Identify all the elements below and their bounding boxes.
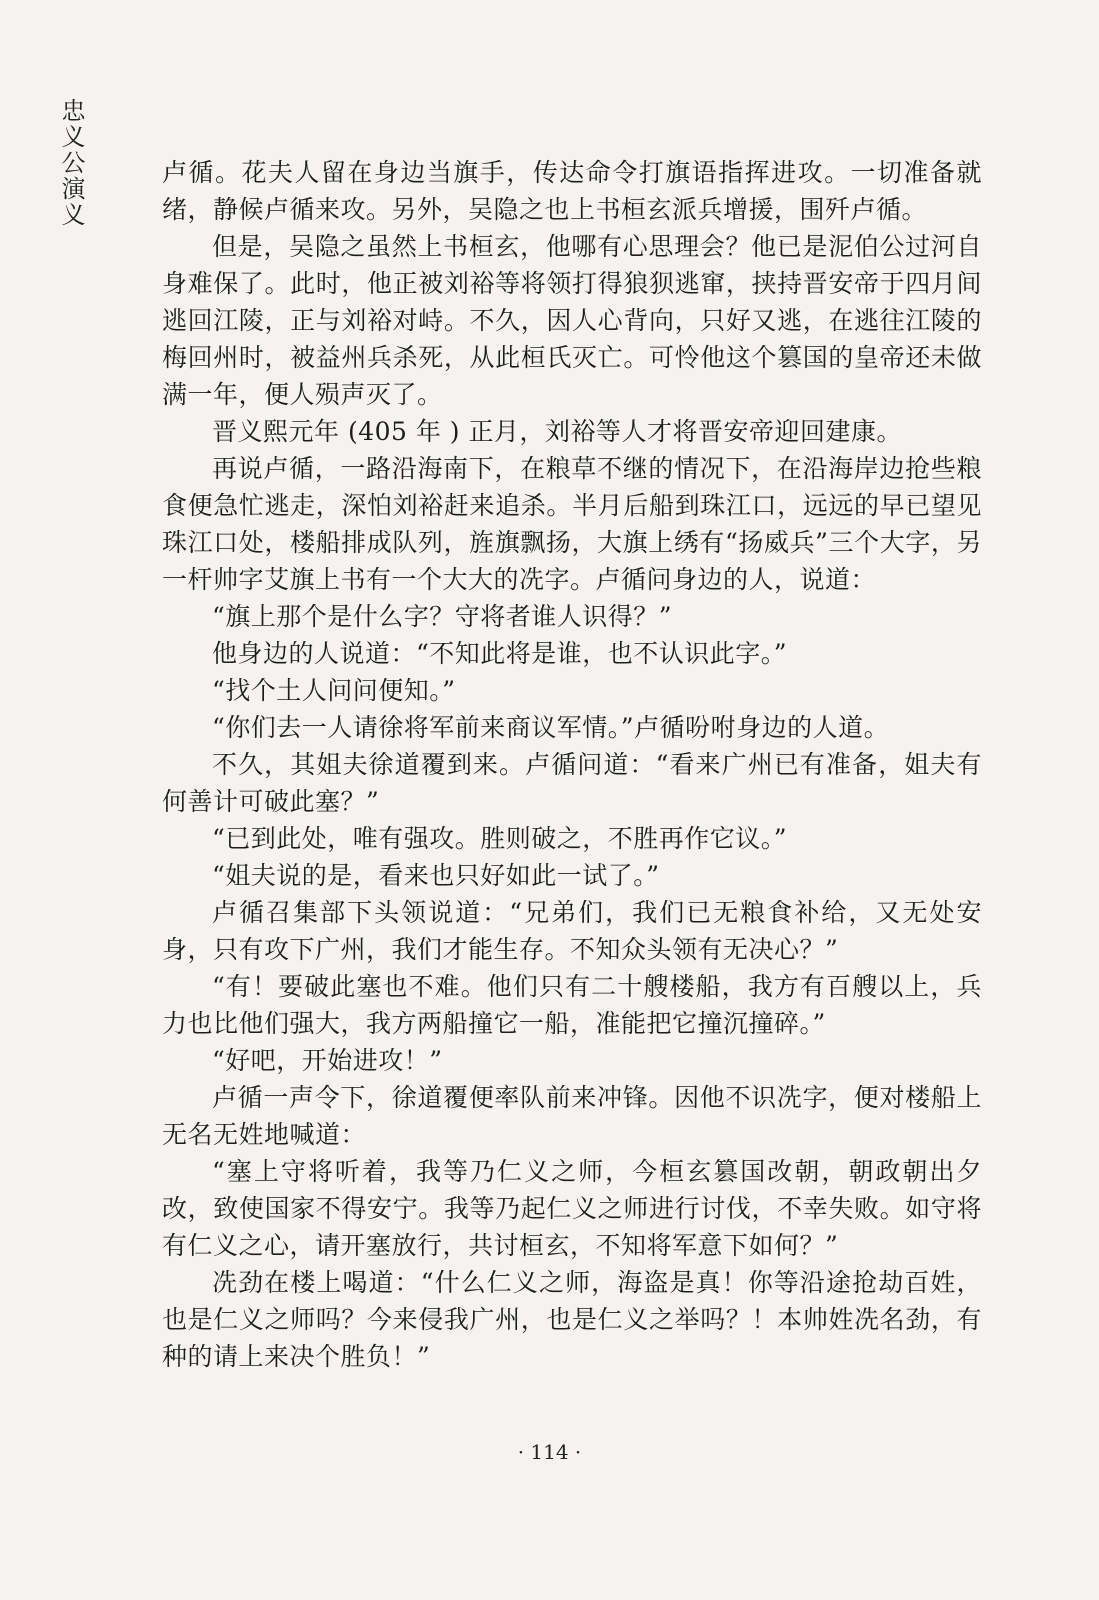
paragraph: 不久，其姐夫徐道覆到来。卢循问道：“看来广州已有准备，姐夫有何善计可破此塞？” — [162, 750, 982, 816]
dialogue-line: “已到此处，唯有强攻。胜则破之，不胜再作它议。” — [212, 824, 788, 853]
paragraph: 卢循一声令下，徐道覆便率队前来冲锋。因他不识冼字，便对楼船上无名无姓地喊道： — [162, 1083, 982, 1149]
paragraph: 但是，吴隐之虽然上书桓玄，他哪有心思理会？他已是泥伯公过河自身难保了。此时，他正被刘裕等将领打得狼狈逃窜，挟持晋安帝于四月间逃回江陵，正与刘裕对峙。不久，因人心背向，只好又逃，在逃往江陵的梅回州时，被益州兵杀死，从此桓氏灭亡。可怜他这个篡国的皇帝还未做满一年，便人殒声灭了。 — [162, 232, 982, 409]
paragraph: 再说卢循，一路沿海南下，在粮草不继的情况下，在沿海岸边抢些粮食便急忙逃走，深怕刘裕赶来追杀。半月后船到珠江口，远远的早已望见珠江口处，楼船排成队列，旌旗飘扬，大旗上绣有“扬威兵”三个大字，另一杆帅字艾旗上书有一个大大的冼字。卢循问身边的人，说道： — [162, 454, 982, 594]
dialogue-line: “姐夫说的是，看来也只好如此一试了。” — [212, 861, 660, 890]
dialogue-line: “有！要破此塞也不难。他们只有二十艘楼船，我方有百艘以上，兵力也比他们强大，我方两船撞它一船，准能把它撞沉撞碎。” — [162, 972, 982, 1038]
paragraph: 冼劲在楼上喝道：“什么仁义之师，海盗是真！你等沿途抢劫百姓，也是仁义之师吗？今来侵我广州，也是仁义之举吗？！本帅姓冼名劲，有种的请上来决个胜负！” — [162, 1268, 982, 1371]
body-text — [162, 154, 982, 1375]
paragraph: 卢循召集部下头领说道：“兄弟们，我们已无粮食补给，又无处安身，只有攻下广州，我们才能生存。不知众头领有无决心？” — [162, 898, 982, 964]
paragraph-continued: 卢循。花夫人留在身边当旗手，传达命令打旗语指挥进攻。一切准备就绪，静候卢循来攻。另外，吴隐之也上书桓玄派兵增援，围歼卢循。 — [162, 158, 982, 224]
dialogue-line: “好吧，开始进攻！” — [212, 1046, 443, 1075]
dialogue-line: “你们去一人请徐将军前来商议军情。”卢循吩咐身边的人道。 — [212, 713, 890, 742]
running-book-title: 忠义公演义 — [57, 98, 85, 228]
paragraph: 晋义熙元年 (405 年 ) 正月，刘裕等人才将晋安帝迎回建康。 — [212, 417, 903, 446]
dialogue-line: “旗上那个是什么字？守将者谁人识得？” — [212, 602, 673, 631]
dialogue-line: 他身边的人说道：“不知此将是谁，也不认识此字。” — [212, 639, 788, 668]
dialogue-line: “塞上守将听着，我等乃仁义之师，今桓玄篡国改朝，朝政朝出夕改，致使国家不得安宁。我等乃起仁义之师进行讨伐，不幸失败。如守将有仁义之心，请开塞放行，共讨桓玄，不知将军意下如何？” — [162, 1157, 982, 1260]
page-number: · 114 · — [517, 1440, 582, 1464]
dialogue-line: “找个土人问问便知。” — [212, 676, 456, 705]
